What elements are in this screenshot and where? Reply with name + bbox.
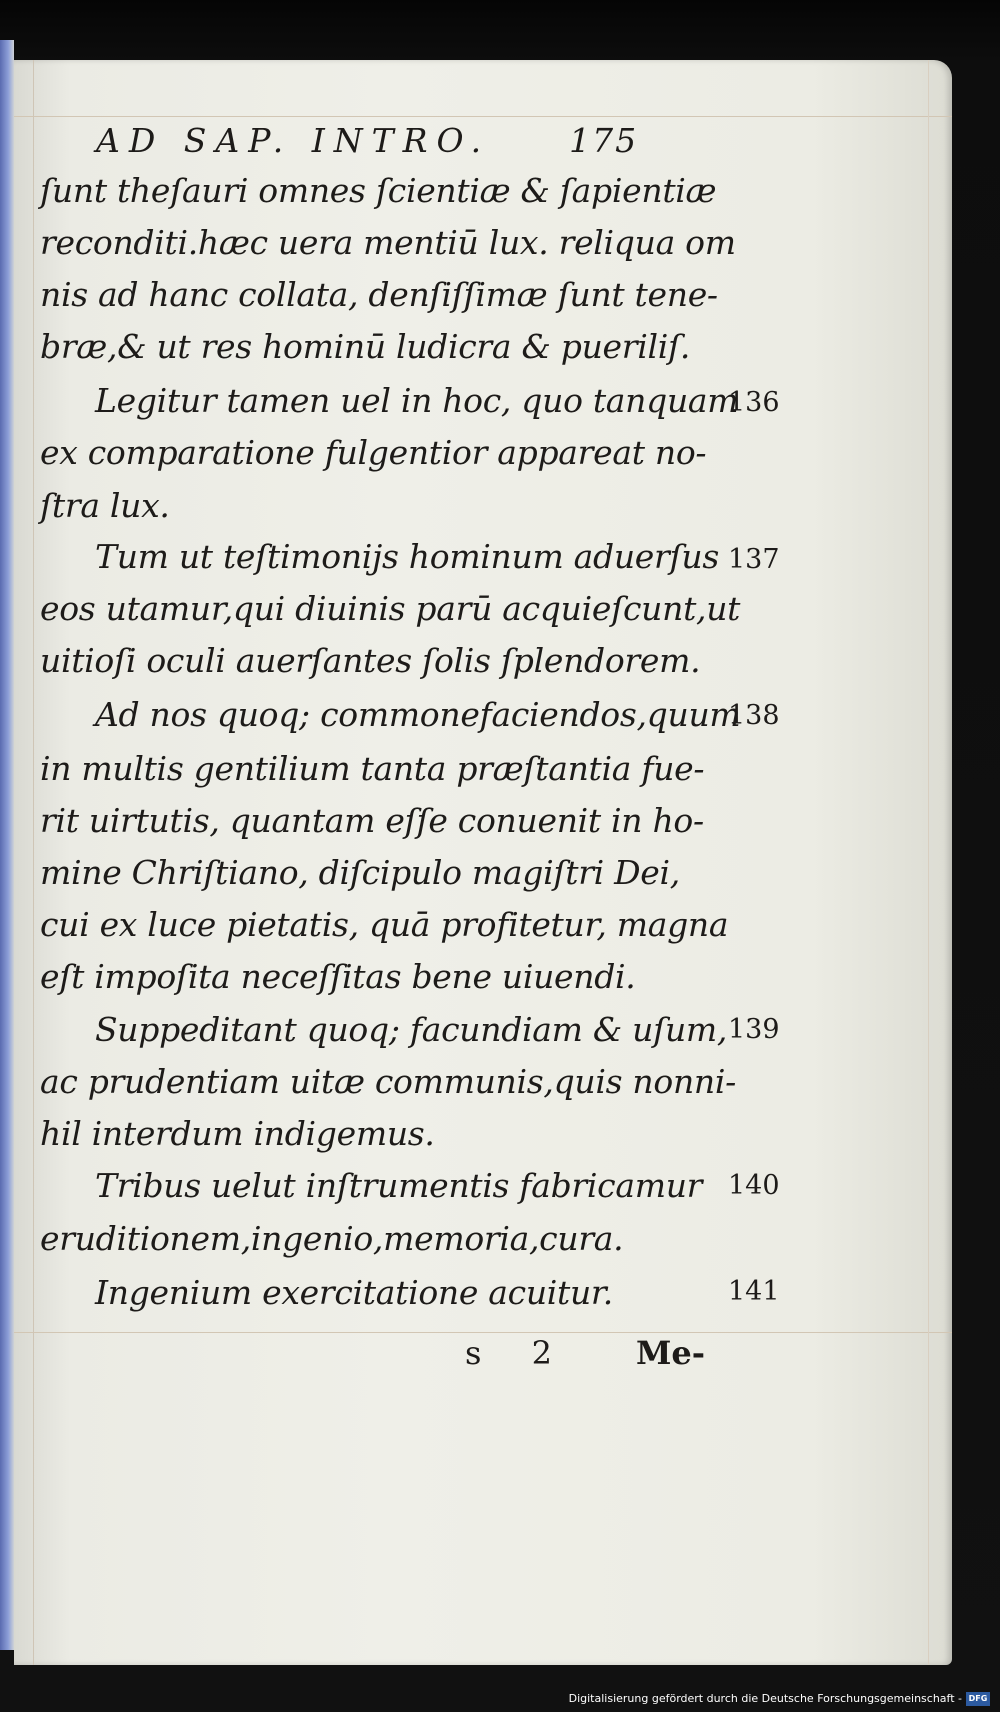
margin-number: 139 bbox=[728, 1014, 780, 1045]
page-rule-top bbox=[14, 116, 952, 117]
text-line: ex comparatione fulgentior appareat no- bbox=[40, 433, 707, 472]
margin-number: 141 bbox=[728, 1276, 780, 1307]
text-line: reconditi.hæc uera mentiū lux. reliqua om bbox=[40, 223, 736, 262]
margin-number: 136 bbox=[728, 387, 780, 418]
text-line: Suppeditant quoq; facundiam & uſum, bbox=[95, 1010, 728, 1049]
page-number: 175 bbox=[569, 121, 639, 160]
text-line: cui ex luce pietatis, quā profitetur, magna bbox=[40, 905, 729, 944]
catchword: Me- bbox=[636, 1334, 706, 1372]
text-line: eſt impoſita neceſſitas bene uiuendi. bbox=[40, 957, 636, 996]
margin-number: 137 bbox=[728, 544, 780, 575]
text-line: Ingenium exercitatione acuitur. bbox=[95, 1273, 613, 1312]
running-header bbox=[96, 121, 756, 160]
book-edge bbox=[0, 40, 14, 1650]
text-line: ſunt theſauri omnes ſcientiæ & ſapientiæ bbox=[40, 171, 717, 210]
page-rule-left bbox=[33, 60, 34, 1665]
page-rule-right bbox=[928, 60, 929, 1665]
text-line: Tribus uelut inſtrumentis fabricamur bbox=[95, 1166, 703, 1205]
text-line: in multis gentilium tanta præſtantia fue- bbox=[40, 749, 705, 788]
dfg-logo: DFG bbox=[966, 1692, 990, 1706]
margin-number: 138 bbox=[728, 700, 780, 731]
text-line: Legitur tamen uel in hoc, quo tanquam bbox=[95, 381, 739, 420]
text-line: uitioſi oculi auerſantes ſolis ſplendorem. bbox=[40, 641, 701, 680]
text-line: ac prudentiam uitæ communis,quis nonni- bbox=[40, 1062, 736, 1101]
text-line: Ad nos quoq; commonefaciendos,quum bbox=[95, 695, 741, 734]
funding-credit: Digitalisierung gefördert durch die Deutsche Forschungsgemeinschaft - bbox=[568, 1692, 962, 1705]
running-title: AD SAP. INTRO. bbox=[96, 121, 491, 160]
text-line: rit uirtutis, quantam eſſe conuenit in ho- bbox=[40, 801, 704, 840]
text-line: nis ad hanc collata, denſiſſimæ ſunt tene- bbox=[40, 275, 718, 314]
text-line: hil interdum indigemus. bbox=[40, 1114, 435, 1153]
text-line: Tum ut teſtimonijs hominum aduerſus bbox=[95, 537, 720, 576]
margin-number: 140 bbox=[728, 1170, 780, 1201]
text-line: ſtra lux. bbox=[40, 486, 170, 525]
text-line: eos utamur,qui diuinis parū acquieſcunt,ut bbox=[40, 589, 741, 628]
text-line: mine Chriſtiano, diſcipulo magiſtri Dei, bbox=[40, 853, 680, 892]
signature-mark: s 2 bbox=[465, 1334, 572, 1372]
text-line: bræ,& ut res hominū ludicra & pueriliſ. bbox=[40, 327, 691, 366]
text-line: eruditionem,ingenio,memoria,cura. bbox=[40, 1219, 624, 1258]
page-rule-bottom bbox=[14, 1332, 952, 1333]
